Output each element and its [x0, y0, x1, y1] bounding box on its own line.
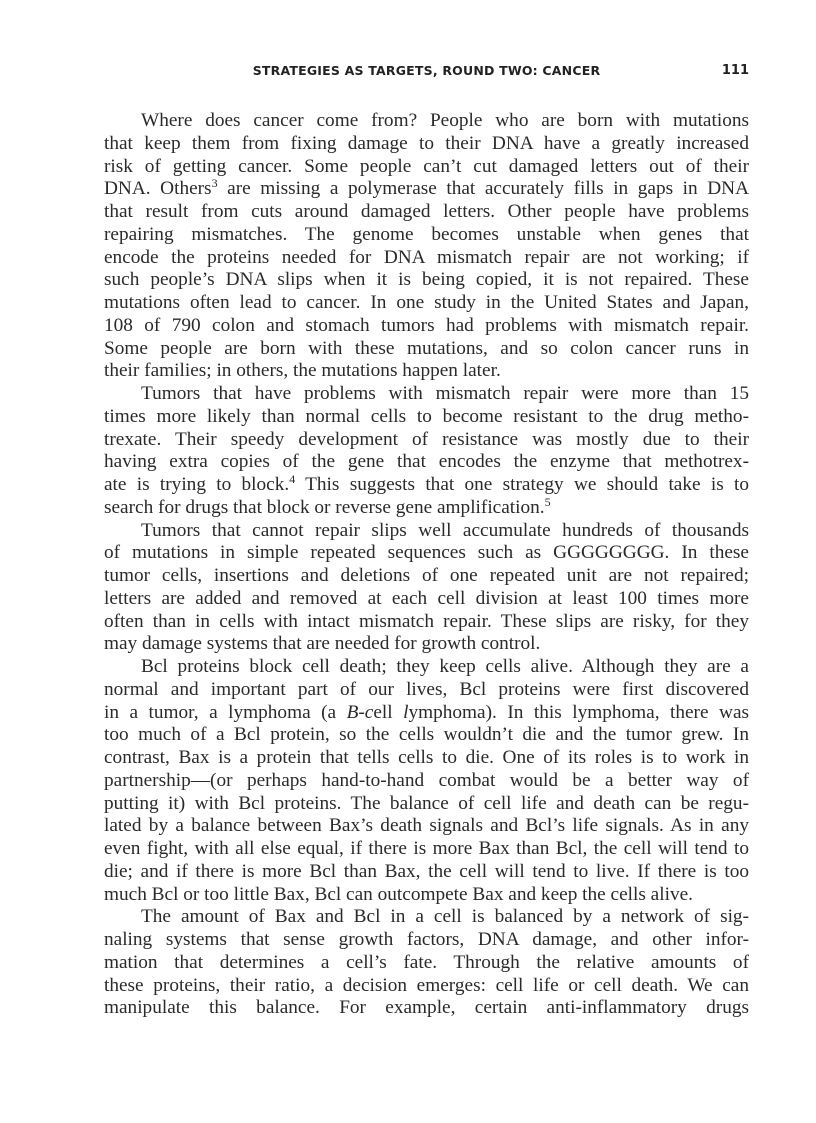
text-line	[104, 679, 749, 702]
text-segment: c	[364, 701, 374, 723]
text-segment: are missing a polymerase that accurately fills in gaps in DNA	[217, 178, 750, 200]
paragraph	[104, 520, 749, 657]
text-segment: such people’s DNA slips when it is being copied, it is not repaired. These	[104, 269, 749, 291]
text-segment: This suggests that one strategy we should take is to	[295, 474, 749, 495]
text-line	[104, 406, 749, 429]
text-segment: their families; in others, the mutations happen later.	[104, 360, 501, 382]
text-line	[104, 178, 749, 201]
text-line	[104, 565, 749, 588]
text-segment: that result from cuts around damaged letters. Other people have problems	[104, 201, 749, 222]
text-segment: Tumors that cannot repair slips well accumulate hundreds of thousands	[141, 519, 749, 541]
text-segment: naling systems that sense growth factors, DNA damage, and other infor-	[104, 929, 749, 950]
text-segment: ate is trying to block.	[104, 474, 290, 495]
text-line	[104, 656, 749, 679]
text-segment: too much of a Bcl protein, so the cells wouldn’t die and the tumor grew. In	[104, 724, 749, 746]
footnote-marker: 4	[289, 472, 296, 486]
text-segment: partnership—(or perhaps hand-to-hand combat would be a better way of	[104, 769, 749, 791]
text-line	[104, 110, 749, 133]
text-segment: die; and if there is more Bcl than Bax, the cell will tend to live. If there is too	[104, 860, 749, 882]
text-line	[104, 770, 749, 793]
text-line	[104, 383, 749, 406]
text-line	[104, 997, 749, 1020]
footnote-marker: 5	[544, 494, 551, 509]
text-line	[104, 952, 749, 975]
text-segment: manipulate this balance. For example, certain anti-inflammatory drugs	[104, 997, 749, 1019]
text-segment: tumor cells, insertions and deletions of one repeated unit are not repaired;	[104, 565, 749, 586]
paragraph	[104, 110, 749, 383]
text-segment: lated by a balance between Bax’s death signals and Bcl’s life signals. As in any	[104, 815, 749, 837]
text-line	[104, 793, 749, 816]
text-line	[104, 815, 749, 838]
text-line	[104, 247, 749, 270]
text-segment: search for drugs that block or reverse gene amplification.	[104, 496, 545, 518]
text-segment: may damage systems that are needed for growth control.	[104, 633, 541, 655]
text-segment: -	[358, 701, 365, 723]
text-line	[104, 542, 749, 565]
text-segment: of mutations in simple repeated sequences such as GGGGGGGG. In these	[104, 542, 749, 564]
text-line	[104, 360, 749, 383]
text-segment: B	[346, 701, 359, 723]
text-segment: normal and important part of our lives, Bcl proteins were first discovered	[104, 678, 749, 700]
text-segment: l	[403, 701, 409, 723]
text-line	[104, 520, 749, 543]
text-segment: often than in cells with intact mismatch repair. These slips are risky, for they	[104, 610, 749, 632]
text-line	[104, 224, 749, 247]
text-segment: much Bcl or too little Bax, Bcl can outcompete Bax and keep the cells alive.	[104, 883, 693, 905]
text-segment: repairing mismatches. The genome becomes unstable when genes that	[104, 223, 749, 245]
text-line	[104, 906, 749, 929]
text-line	[104, 133, 749, 156]
text-line	[104, 611, 749, 634]
text-segment: The amount of Bax and Bcl in a cell is balanced by a network of sig-	[141, 906, 749, 928]
text-segment: risk of getting cancer. Some people can’t cut damaged letters out of their	[104, 155, 749, 177]
text-segment: trexate. Their speedy development of resistance was mostly due to their	[104, 428, 749, 450]
text-segment: these proteins, their ratio, a decision emerges: cell life or cell death. We can	[104, 974, 749, 996]
text-line	[104, 702, 749, 725]
text-line	[104, 156, 749, 179]
text-line	[104, 201, 749, 224]
text-line	[104, 861, 749, 884]
text-line	[104, 747, 749, 770]
paragraph	[104, 383, 749, 520]
text-line	[104, 724, 749, 747]
text-line	[104, 588, 749, 611]
text-line	[104, 292, 749, 315]
text-segment: mation that determines a cell’s fate. Through the relative amounts of	[104, 951, 749, 973]
text-line	[104, 338, 749, 361]
text-line	[104, 429, 749, 452]
text-segment: that keep them from fixing damage to their DNA have a greatly increased	[104, 132, 749, 154]
text-segment: DNA. Others	[104, 178, 212, 200]
text-line	[104, 929, 749, 952]
text-line	[104, 884, 749, 907]
text-segment: mutations often lead to cancer. In one study in the United States and Japan,	[104, 292, 749, 313]
text-segment: Some people are born with these mutations, and so colon cancer runs in	[104, 337, 749, 359]
text-segment: putting it) with Bcl proteins. The balance of cell life and death can be regu-	[104, 792, 749, 814]
page-number: 111	[721, 63, 749, 78]
text-line	[104, 494, 749, 520]
text-line	[104, 975, 749, 998]
paragraph	[104, 656, 749, 906]
text-segment: ell	[373, 701, 404, 723]
text-segment: even fight, with all else equal, if there is more Bax than Bcl, the cell will tend to	[104, 838, 749, 859]
text-segment: times more likely than normal cells to become resistant to the drug metho-	[104, 405, 749, 427]
text-line	[104, 269, 749, 292]
text-line	[104, 838, 749, 861]
text-line	[104, 633, 749, 656]
running-title: STRATEGIES AS TARGETS, ROUND TWO: CANCER	[252, 63, 601, 78]
text-line	[104, 315, 749, 338]
running-header	[104, 63, 749, 83]
text-segment: Where does cancer come from? People who are born with mutations	[141, 110, 749, 131]
text-segment: Bcl proteins block cell death; they keep cells alive. Although they are a	[141, 656, 749, 677]
text-segment: ymphoma). In this lymphoma, there was	[408, 701, 750, 723]
text-segment: 108 of 790 colon and stomach tumors had problems with mismatch repair.	[104, 314, 749, 336]
text-line	[104, 451, 749, 474]
text-segment: Tumors that have problems with mismatch repair were more than 15	[141, 383, 749, 404]
text-segment: encode the proteins needed for DNA mismatch repair are not working; if	[104, 246, 749, 268]
text-segment: letters are added and removed at each cell division at least 100 times more	[104, 587, 749, 609]
body-text	[104, 110, 749, 1020]
text-segment: having extra copies of the gene that encodes the enzyme that methotrex-	[104, 451, 749, 473]
paragraph	[104, 906, 749, 1020]
text-segment: in a tumor, a lymphoma (a	[104, 701, 347, 723]
text-segment: contrast, Bax is a protein that tells cells to die. One of its roles is to work in	[104, 747, 749, 768]
text-line	[104, 474, 749, 497]
footnote-marker: 3	[211, 176, 218, 191]
